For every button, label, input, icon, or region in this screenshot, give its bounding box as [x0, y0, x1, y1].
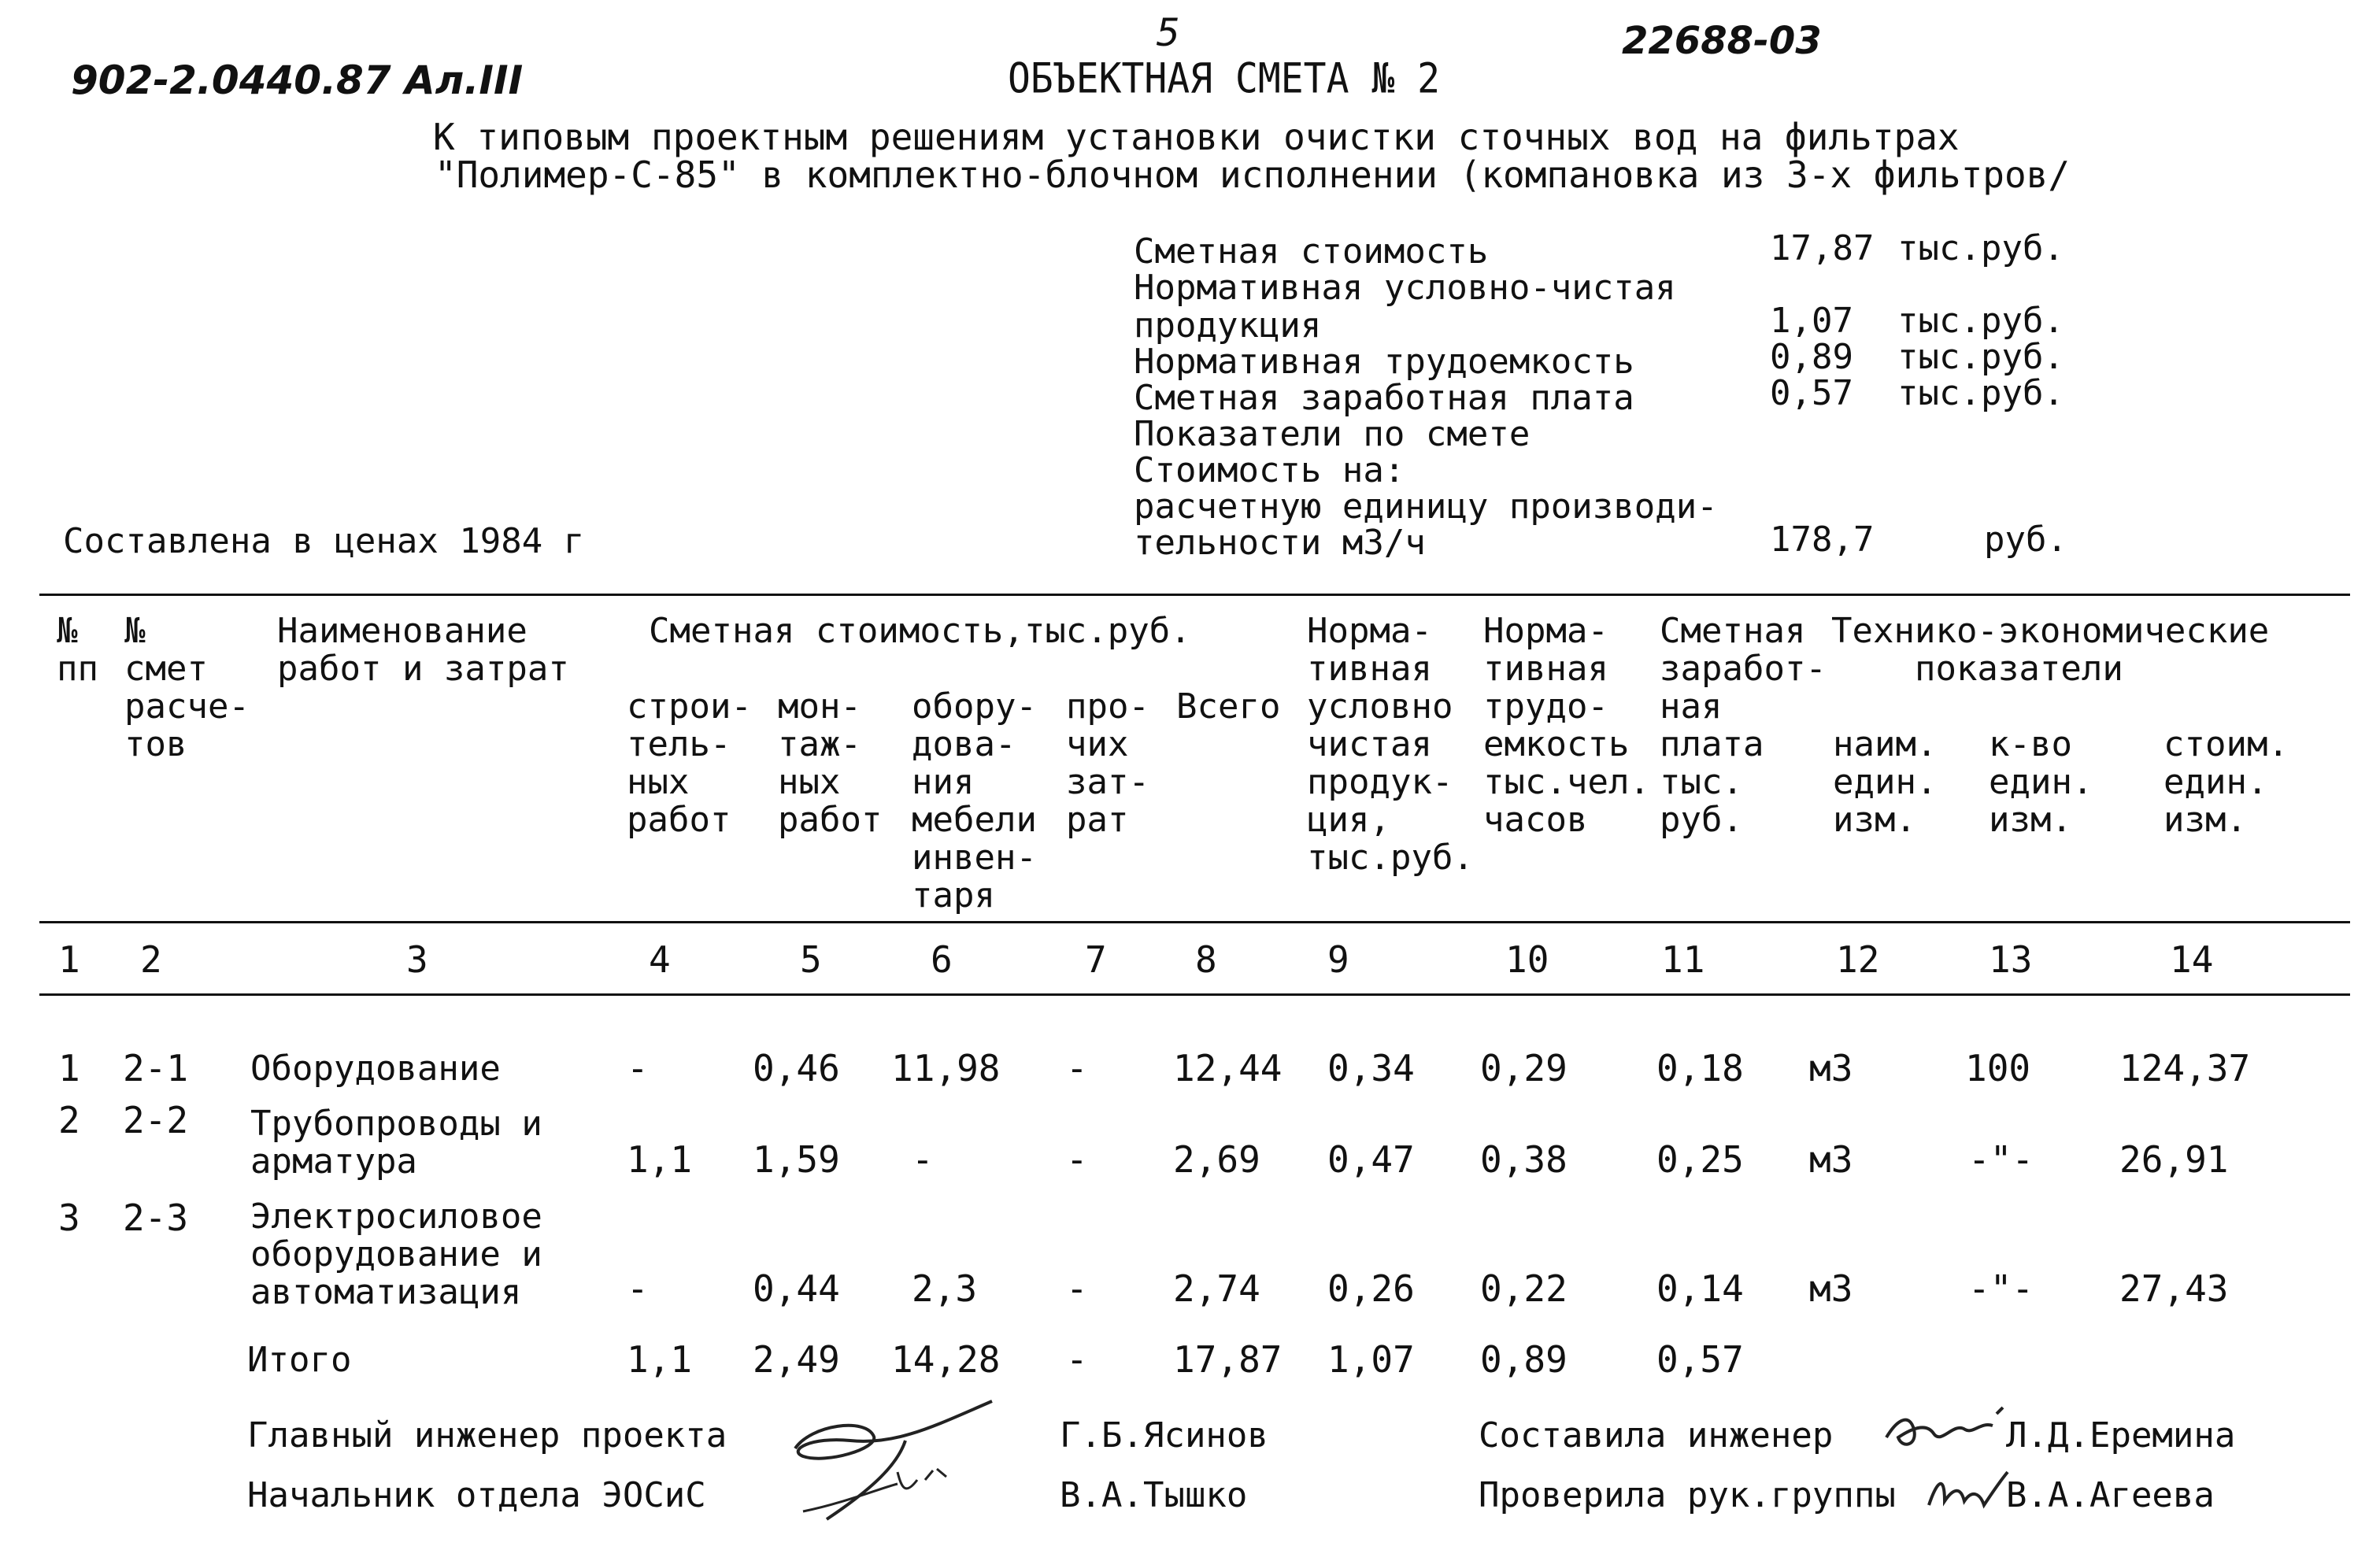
compiled-by-name: Л.Д.Еремина	[2006, 1415, 2236, 1456]
total-other: -	[1066, 1338, 1088, 1381]
cell-unit-qty: -"-	[1968, 1138, 2034, 1181]
summary-unit: тыс.руб.	[1897, 337, 2064, 377]
cell-labor: 0,29	[1480, 1047, 1568, 1089]
cell-unit-qty: -"-	[1968, 1267, 2034, 1310]
chief-engineer-name: Г.Б.Ясинов	[1060, 1415, 1268, 1456]
cell-net-output: 0,47	[1327, 1138, 1415, 1181]
checked-by-role: Проверила рук.группы	[1479, 1475, 1896, 1515]
summary-label: продукция	[1134, 305, 1322, 346]
cell-estimate-number: 2-2	[123, 1099, 189, 1141]
column-number: 10	[1505, 938, 1549, 981]
document-code: 22688-03	[1622, 19, 1822, 63]
cell-net-output: 0,34	[1327, 1047, 1415, 1089]
col-header-unit-name: наим. един. изм.	[1833, 724, 1938, 840]
summary-label: Показатели по смете	[1134, 414, 1531, 454]
col-header-installation: мон- таж- ных работ	[778, 686, 883, 840]
column-number: 13	[1989, 938, 2033, 981]
col-header-other: про- чих зат- рат	[1066, 686, 1149, 840]
cell-unit-name: м3	[1809, 1267, 1853, 1310]
cell-name: Оборудование	[250, 1049, 501, 1089]
cell-equipment: -	[912, 1138, 934, 1181]
summary-label: Сметная заработная плата	[1134, 378, 1634, 418]
cell-wages: 0,25	[1656, 1138, 1744, 1181]
cell-installation: 1,59	[753, 1138, 840, 1181]
total-net-output: 1,07	[1327, 1338, 1415, 1381]
column-numbers-rule	[39, 993, 2350, 996]
cell-labor: 0,38	[1480, 1138, 1568, 1181]
department-head-name: В.А.Тышко	[1060, 1475, 1248, 1515]
chief-engineer-role: Главный инженер проекта	[247, 1415, 727, 1456]
summary-value: 1,07	[1770, 301, 1853, 341]
cell-construction: -	[627, 1047, 649, 1089]
col-header-estimate-number: № смет расче- тов	[124, 611, 250, 764]
total-labor: 0,89	[1480, 1338, 1568, 1381]
column-number: 6	[931, 938, 953, 981]
cell-total: 2,74	[1173, 1267, 1260, 1310]
cell-equipment: 11,98	[891, 1047, 1001, 1089]
cell-wages: 0,14	[1656, 1267, 1744, 1310]
cell-other: -	[1066, 1267, 1088, 1310]
column-number: 4	[649, 938, 671, 981]
col-header-equipment: обору- дова- ния мебели инвен- таря	[912, 686, 1037, 916]
department-head-role: Начальник отдела ЭОСиС	[247, 1475, 706, 1515]
column-number: 1	[58, 938, 80, 981]
checked-by-name: В.А.Агеева	[2006, 1475, 2215, 1515]
summary-label: расчетную единицу производи-	[1134, 486, 1718, 527]
col-header-labor: Норма- тивная трудо- емкость тыс.чел. часов	[1483, 611, 1650, 840]
col-header-group-tech: Технико-экономические показатели	[1831, 611, 2270, 689]
cell-construction: 1,1	[627, 1138, 693, 1181]
cell-construction: -	[627, 1267, 649, 1310]
summary-unit: тыс.руб.	[1897, 373, 2064, 413]
cell-net-output: 0,26	[1327, 1267, 1415, 1310]
col-header-row-number: № пп	[57, 611, 98, 689]
total-total: 17,87	[1173, 1338, 1283, 1381]
cell-name: Трубопроводы и арматура	[250, 1104, 542, 1182]
summary-unit: тыс.руб.	[1897, 228, 2064, 268]
column-number: 3	[406, 938, 428, 981]
col-header-construction: строи- тель- ных работ	[627, 686, 752, 840]
cell-total: 12,44	[1173, 1047, 1283, 1089]
col-header-net-output: Норма- тивная условно чистая продук- ция, тыс.руб.	[1307, 611, 1474, 878]
cell-unit-name: м3	[1809, 1047, 1853, 1089]
cell-other: -	[1066, 1138, 1088, 1181]
cell-estimate-number: 2-1	[123, 1047, 189, 1089]
header-bottom-rule	[39, 921, 2350, 923]
column-number: 7	[1085, 938, 1107, 981]
total-wages: 0,57	[1656, 1338, 1744, 1381]
cell-unit-name: м3	[1809, 1138, 1853, 1181]
column-number: 8	[1195, 938, 1217, 981]
col-header-name: Наименование работ и затрат	[277, 611, 569, 689]
cell-unit-cost: 26,91	[2119, 1138, 2229, 1181]
column-number: 14	[2170, 938, 2214, 981]
page-number: 5	[1156, 11, 1180, 55]
cell-row-number: 1	[58, 1047, 80, 1089]
cell-row-number: 2	[58, 1099, 80, 1141]
col-header-group-cost: Сметная стоимость,тыс.руб.	[649, 611, 1191, 651]
col-header-wages: Сметная заработ- ная плата тыс. руб.	[1660, 611, 1827, 840]
subtitle-line-1: К типовым проектным решениям установки очистки сточных вод на фильтрах	[433, 116, 1960, 158]
cell-labor: 0,22	[1480, 1267, 1568, 1310]
cell-name: Электросиловое оборудование и автоматизация	[250, 1197, 542, 1312]
cell-total: 2,69	[1173, 1138, 1260, 1181]
cell-installation: 0,46	[753, 1047, 840, 1089]
total-equipment: 14,28	[891, 1338, 1001, 1381]
summary-value: 0,57	[1770, 373, 1853, 413]
total-installation: 2,49	[753, 1338, 840, 1381]
col-header-unit-qty: к-во един. изм.	[1989, 724, 2093, 840]
summary-label: Сметная стоимость	[1134, 231, 1489, 272]
summary-unit: тыс.руб.	[1897, 301, 2064, 341]
cell-estimate-number: 2-3	[123, 1197, 189, 1239]
signature-scribble-checked	[1921, 1466, 2015, 1521]
summary-label: Нормативная условно-чистая	[1134, 268, 1676, 308]
summary-value: 17,87	[1770, 228, 1875, 268]
cell-unit-cost: 124,37	[2119, 1047, 2251, 1089]
cell-unit-cost: 27,43	[2119, 1267, 2229, 1310]
cell-other: -	[1066, 1047, 1088, 1089]
signature-scribble-chief	[779, 1393, 1016, 1527]
page-title: ОБЪЕКТНАЯ СМЕТА № 2	[1008, 54, 1441, 103]
column-number: 2	[140, 938, 162, 981]
compiled-by-role: Составила инженер	[1479, 1415, 1834, 1456]
summary-value: 0,89	[1770, 337, 1853, 377]
column-number: 9	[1327, 938, 1349, 981]
col-header-unit-cost: стоим. един. изм.	[2163, 724, 2289, 840]
total-construction: 1,1	[627, 1338, 693, 1381]
col-header-total: Всего	[1176, 686, 1281, 727]
summary-label: тельности м3/ч	[1134, 523, 1426, 563]
cell-installation: 0,44	[753, 1267, 840, 1310]
album-reference: 902-2.0440.87 Ал.III	[71, 57, 524, 103]
total-label: Итого	[247, 1340, 352, 1380]
summary-unit: руб.	[1984, 520, 2067, 560]
subtitle-line-2: "Полимер-С-85" в комплектно-блочном исполнении (компановка из 3-х фильтров/	[435, 154, 2071, 196]
cell-row-number: 3	[58, 1197, 80, 1239]
cell-unit-qty: 100	[1965, 1047, 2031, 1089]
prices-note: Составлена в ценах 1984 г	[63, 521, 585, 561]
column-number: 12	[1836, 938, 1880, 981]
column-number: 5	[800, 938, 822, 981]
signature-scribble-compiled	[1878, 1406, 2012, 1461]
summary-label: Стоимость на:	[1134, 450, 1405, 490]
table-top-rule	[39, 594, 2350, 596]
summary-label: Нормативная трудоемкость	[1134, 342, 1634, 382]
cell-equipment: 2,3	[912, 1267, 978, 1310]
cell-wages: 0,18	[1656, 1047, 1744, 1089]
column-number: 11	[1661, 938, 1705, 981]
summary-value: 178,7	[1770, 520, 1875, 560]
